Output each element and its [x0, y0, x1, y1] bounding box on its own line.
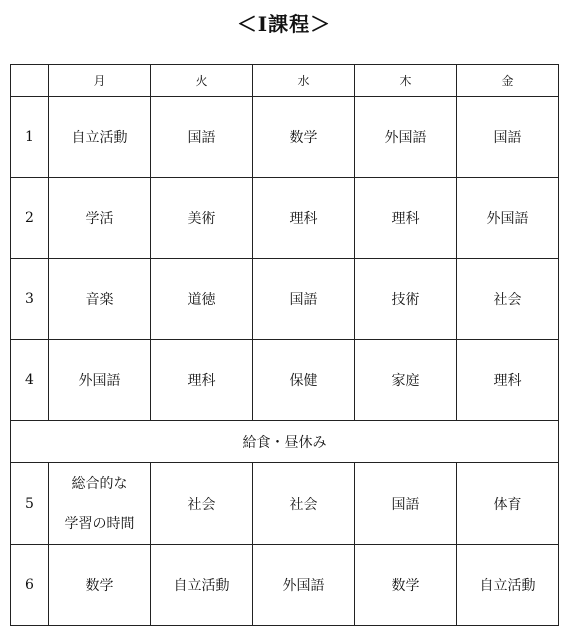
period-number: 5: [11, 463, 49, 545]
lunch-break-label: 給食・昼休み: [11, 421, 559, 463]
lesson-cell: 理科: [355, 178, 457, 259]
lesson-cell: 自立活動: [457, 545, 559, 626]
lesson-cell-line: 総合的な: [71, 475, 128, 492]
lesson-cell: 数学: [49, 545, 151, 626]
lesson-cell: 音楽: [49, 259, 151, 340]
lunch-break-row: [11, 421, 559, 463]
period-number: 6: [11, 545, 49, 626]
lesson-cell: 国語: [355, 463, 457, 545]
lesson-cell: 体育: [457, 463, 559, 545]
lesson-cell: 技術: [355, 259, 457, 340]
period-row-3: [11, 259, 559, 340]
lesson-cell: 国語: [457, 97, 559, 178]
period-number: 4: [11, 340, 49, 421]
corner-cell: [11, 65, 49, 97]
day-header-thu: 木: [355, 65, 457, 97]
lesson-cell: 国語: [151, 97, 253, 178]
lesson-cell: 国語: [253, 259, 355, 340]
timetable: [10, 64, 559, 626]
lesson-cell: 外国語: [49, 340, 151, 421]
lesson-cell: 外国語: [253, 545, 355, 626]
lesson-cell: 理科: [457, 340, 559, 421]
lesson-cell: 社会: [253, 463, 355, 545]
day-header-wed: 水: [253, 65, 355, 97]
lesson-cell: 理科: [151, 340, 253, 421]
lesson-cell: 道徳: [151, 259, 253, 340]
page-title: ＜Ⅰ課程＞: [236, 12, 332, 36]
day-header-mon: 月: [49, 65, 151, 97]
lesson-cell: 保健: [253, 340, 355, 421]
period-row-6: [11, 545, 559, 626]
lesson-cell: 外国語: [355, 97, 457, 178]
period-row-2: [11, 178, 559, 259]
period-number: 1: [11, 97, 49, 178]
period-row-1: [11, 97, 559, 178]
period-number: 2: [11, 178, 49, 259]
day-header-fri: 金: [457, 65, 559, 97]
header-row: [11, 65, 559, 97]
period-row-5: [11, 463, 559, 545]
period-row-4: [11, 340, 559, 421]
lesson-cell: 数学: [253, 97, 355, 178]
lesson-cell: 自立活動: [151, 545, 253, 626]
lesson-cell: 社会: [151, 463, 253, 545]
lesson-cell-line: 学習の時間: [64, 515, 135, 532]
lesson-cell: 家庭: [355, 340, 457, 421]
lesson-cell: 社会: [457, 259, 559, 340]
lesson-cell: 美術: [151, 178, 253, 259]
lesson-cell: 自立活動: [49, 97, 151, 178]
lesson-cell: 外国語: [457, 178, 559, 259]
lesson-cell: 学活: [49, 178, 151, 259]
lesson-cell: [49, 463, 151, 545]
lesson-cell: 理科: [253, 178, 355, 259]
lesson-cell: 数学: [355, 545, 457, 626]
day-header-tue: 火: [151, 65, 253, 97]
period-number: 3: [11, 259, 49, 340]
